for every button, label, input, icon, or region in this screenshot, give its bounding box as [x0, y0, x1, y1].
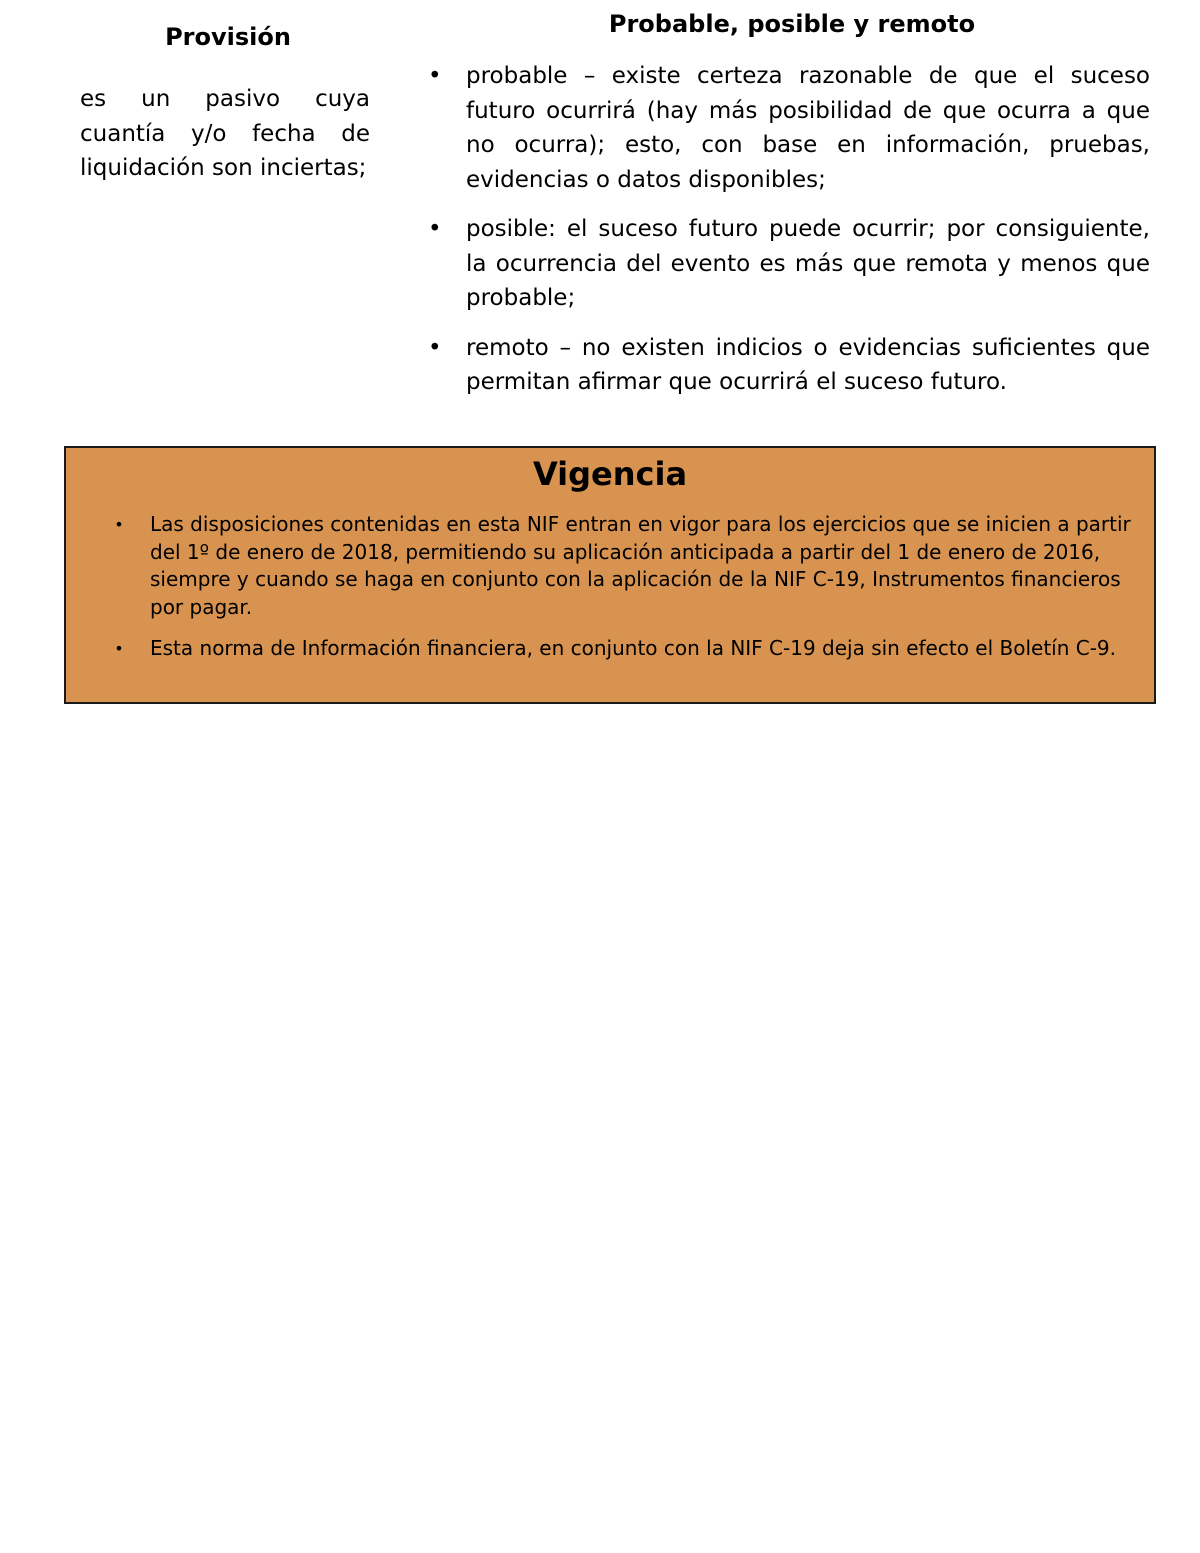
probability-heading: Probable, posible y remoto [608, 10, 976, 38]
vigencia-item [114, 635, 1134, 663]
probability-item-text: probable – existe certeza razonable de que el suceso futuro ocurrirá (hay más posibilidad de que ocurra a que no ocurra); esto, con base en información, pruebas, evidencias o datos disponibles; [466, 63, 1150, 193]
probability-item-posible [428, 212, 1150, 316]
provision-definition: es un pasivo cuya cuantía y/o fecha de liquidación son inciertas; [80, 86, 370, 181]
probability-list [428, 59, 1150, 400]
bullet-icon: • [114, 515, 124, 534]
probability-item-remoto [428, 331, 1150, 400]
provision-heading: Provisión [165, 23, 291, 51]
probability-item-probable [428, 59, 1150, 197]
bullet-icon: • [114, 639, 124, 658]
vigencia-heading: Vigencia [532, 455, 688, 493]
provision-section [80, 20, 370, 186]
vigencia-list [114, 511, 1134, 677]
vigencia-box [64, 446, 1156, 704]
probability-section [428, 7, 1150, 415]
bullet-icon: • [428, 63, 442, 89]
bullet-icon: • [428, 334, 442, 361]
probability-item-text: posible: el suceso futuro puede ocurrir; por consiguiente, la ocurrencia del evento es más que remota y menos que probable; [466, 216, 1150, 311]
vigencia-item-text: Esta norma de Información financiera, en conjunto con la NIF C-19 deja sin efecto el Boletín C-9. [150, 636, 1117, 660]
vigencia-item [114, 511, 1134, 621]
bullet-icon: • [428, 216, 442, 242]
vigencia-item-text: Las disposiciones contenidas en esta NIF entran en vigor para los ejercicios que se inicien a partir del 1º de enero de 2018, permitiendo su aplicación anticipada a partir del 1 de enero de 2016, siempre y cuando se haga en conjunto con la aplicación de la NIF C-19, Instrumentos financieros por pagar. [150, 512, 1131, 619]
probability-item-text: remoto – no existen indicios o evidencias suficientes que permitan afirmar que ocurrirá el suceso futuro. [466, 334, 1150, 395]
